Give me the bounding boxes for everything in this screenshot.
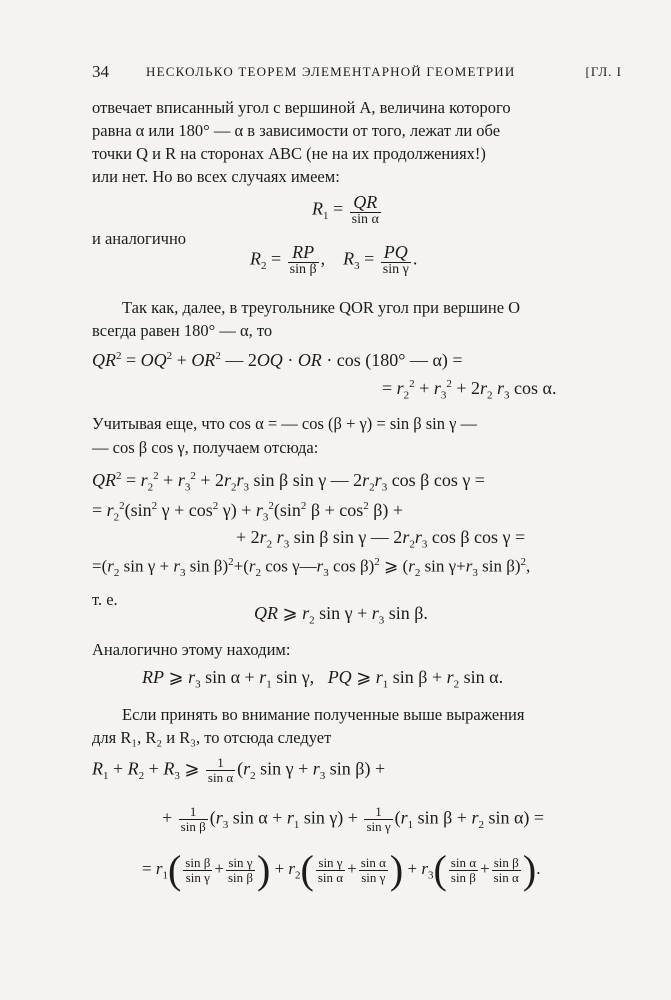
text-line: и аналогично <box>92 229 187 248</box>
text-line: отвечает вписанный угол с вершиной A, величина которого <box>92 98 511 117</box>
formula-expand-4: $=(r_2$ $\sin \gamma + r_3$ $\sin \beta)^2+(r_2$ $\cos \gamma—r_3$ cos β)$^2$ ⩾ ($r_2$ $\sin \gamma+r_3$ sin β)$^2$, <box>92 556 531 580</box>
text-line: т. е. <box>92 590 118 609</box>
text-line: или нет. Но во всех случаях имеем: <box>92 167 340 186</box>
formula-expand-1: $QR^2 = r_2^2 + r_3^2 + 2r_2r_3$ sin β sin γ — $2r_2r_3$ cos β cos γ = <box>92 470 485 494</box>
formula-expand-3: + $2r_2$ $r_3$ sin β sin γ — $2r_2r_3$ cos β cos γ = <box>236 527 526 551</box>
text-line: для R₁, R₂ и R₃, то отсюда следует <box>92 728 332 747</box>
formula-r1: $R_1$ = $\frac{QR}{\text{sin α}}$ <box>312 192 379 227</box>
page-number: 34 <box>92 62 109 81</box>
formula-sum-2: + $\frac{1}{\text{sin β}}$ ($r_3$ $\sin \alpha + r_1$ sin γ) + $\frac{1}{\text{sin γ}}$ ($r_1$ $\sin \beta + r_2$ sin α) = <box>162 804 545 834</box>
formula-rp-pq: RP ⩾ $r_3$ $\sin \alpha + r_1$ sin γ, PQ ⩾ $r_1$ $\sin \beta + r_2$ sin α. <box>142 667 504 691</box>
running-header <box>92 62 622 84</box>
chapter-mark: [ГЛ. I <box>585 64 622 79</box>
text-line: всегда равен 180° — α, то <box>92 321 273 340</box>
text-line: Если принять во внимание полученные выше выражения <box>122 705 525 724</box>
running-title: НЕСКОЛЬКО ТЕОРЕМ ЭЛЕМЕНТАРНОЙ ГЕОМЕТРИИ <box>146 64 516 79</box>
text-line: точки Q и R на сторонах ABC (не на их продолжениях!) <box>92 144 486 163</box>
formula-qr2-cont: = $r_2^2 + r_3^2 + 2r_2$ $r_3$ cos α. <box>382 378 557 402</box>
formula-qr2: $QR^2 = OQ^2 + OR^2$ — 2OQ · OR · cos (180° — α) = <box>92 350 463 370</box>
formula-r2-r3: $R_2$ = $\frac{RP}{\text{sin β}}$ , $R_3$ = $\frac{PQ}{\text{sin γ}}$ . <box>250 242 418 277</box>
formula-sum-1: $R_1 + R_2 + R_3$ ⩾ $\frac{1}{\text{sin α}}$ ($r_2$ $\sin \gamma + r_3$ sin β) + <box>92 755 386 785</box>
formula-expand-2: = $r_2^2(\sin^2$ $\gamma + \cos^2 \gamma) + r_3^2(\sin^2$ $\beta + \cos^2 \beta$) + <box>92 500 404 524</box>
text-line: Учитывая еще, что cos α = — cos (β + γ) = sin β sin γ — <box>92 414 478 433</box>
text-line: — cos β cos γ, получаем отсюда: <box>92 438 319 457</box>
text-line: равна α или 180° — α в зависимости от того, лежат ли обе <box>92 121 501 140</box>
formula-sum-3: = $r_1$( $\frac{\text{sin β}}{\text{sin γ}}$ + $\frac{\text{sin γ}}{\text{sin β}}$ ) + $r_2$( $\frac{\text{sin γ}}{\text{sin α}}$ + $\frac{\text{sin α}}{\text{sin γ}}$ ) + $r_3$( $\frac{\text{sin α}}{\text{sin β}}$ + $\frac{\text{sin β}}{\text{sin α}}$ ). <box>142 847 541 892</box>
formula-qr-ineq: QR ⩾ $r_2$ $\sin \gamma + r_3$ sin β. <box>254 603 428 627</box>
text-line: Аналогично этому находим: <box>92 640 291 659</box>
text-line: Так как, далее, в треугольнике QOR угол при вершине O <box>122 298 521 317</box>
